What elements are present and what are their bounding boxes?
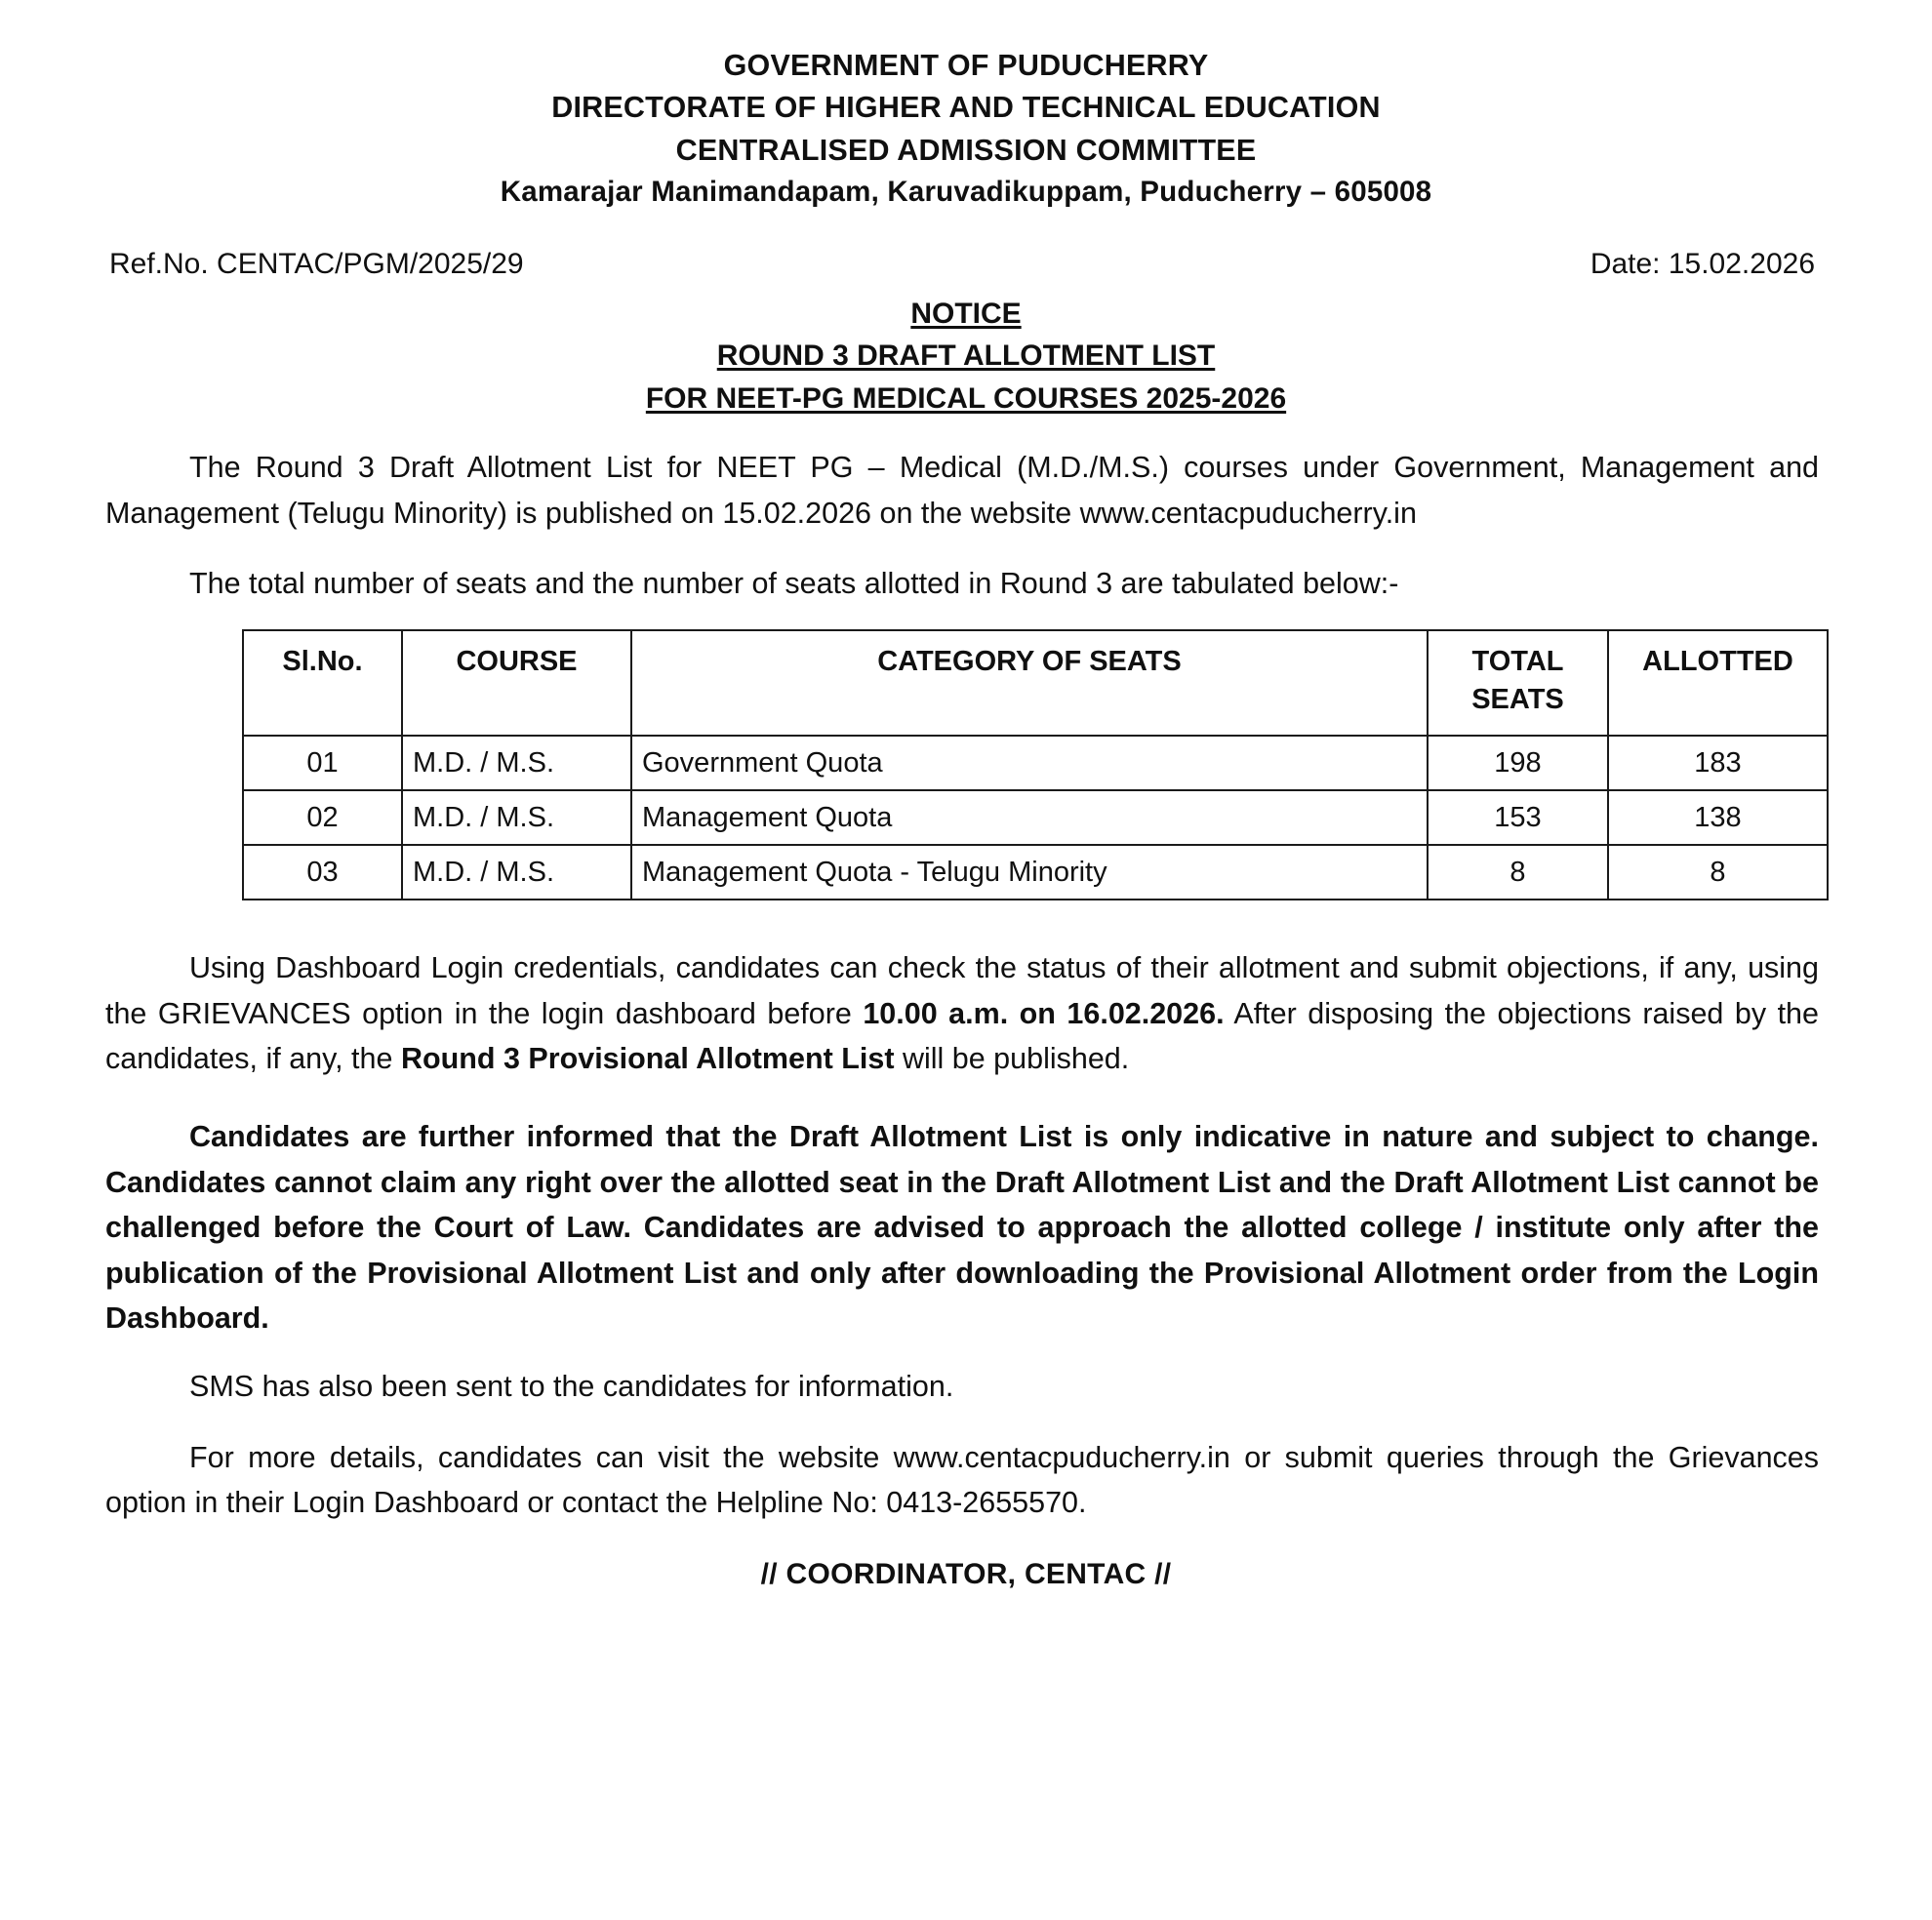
column-header-course: COURSE [402, 630, 631, 736]
notice-date: Date: 15.02.2026 [1590, 247, 1815, 280]
column-header-sl-no: Sl.No. [243, 630, 402, 736]
paragraph-publication: The Round 3 Draft Allotment List for NEET PG – Medical (M.D./M.S.) courses under Government, Management and Management (Telugu Minority) is published on 15.02.2026 on the website www.centacpuducherry.in [105, 451, 1819, 530]
paragraph-grievance-part1: Using Dashboard Login credentials, candidates can check the status of their allotment and submit objections, if any, using the GRIEVANCES option in the login dashboard before [105, 951, 1819, 1030]
reference-number: Ref.No. CENTAC/PGM/2025/29 [109, 247, 524, 280]
cell-allotted: 8 [1608, 845, 1828, 900]
table-header-row [243, 630, 1828, 736]
paragraph-grievance-deadline: 10.00 a.m. on 16.02.2026. [863, 996, 1225, 1030]
seats-table-container [105, 629, 1827, 900]
paragraph-grievance-part3: will be published. [894, 1042, 1130, 1076]
paragraph-grievance [105, 945, 1827, 1081]
cell-category: Government Quota [631, 736, 1428, 790]
cell-category: Management Quota [631, 790, 1428, 845]
paragraph-sms: SMS has also been sent to the candidates for information. [189, 1370, 954, 1404]
paragraph-contact: For more details, candidates can visit the website www.centacpuducherry.in or submit queries through the Grievances option in their Login Dashboard or contact the Helpline No: 0413-2655570. [105, 1440, 1819, 1519]
cell-category: Management Quota - Telugu Minority [631, 845, 1428, 900]
paragraph-disclaimer: Candidates are further informed that the Draft Allotment List is only indicative in nature and subject to change. Candidates cannot claim any right over the allotted seat in the Draft Allotment List and the Draft Allotment List cannot be challenged before the Court of Law. Candidates are advised to approach the allotted college / institute only after the publication of the Provisional Allotment List and only after downloading the Provisional Allotment order from the Login Dashboard. [105, 1120, 1819, 1335]
column-header-total-seats: TOTAL SEATS [1428, 630, 1608, 736]
table-row [243, 845, 1828, 900]
seats-table [242, 629, 1829, 900]
letterhead-line-address: Kamarajar Manimandapam, Karuvadikuppam, Puducherry – 605008 [500, 175, 1432, 208]
table-row [243, 736, 1828, 790]
column-header-category: CATEGORY OF SEATS [631, 630, 1428, 736]
letterhead-line-committee: CENTRALISED ADMISSION COMMITTEE [675, 133, 1257, 167]
cell-sl-no: 01 [243, 736, 402, 790]
table-row [243, 790, 1828, 845]
notice-heading-text: NOTICE [910, 297, 1022, 330]
paragraph-grievance-part2: After disposing the objections raised by the candidates, if any, the [105, 996, 1819, 1076]
signature-coordinator: // COORDINATOR, CENTAC // [760, 1558, 1172, 1591]
cell-course: M.D. / M.S. [402, 845, 631, 900]
paragraph-grievance-list-name: Round 3 Provisional Allotment List [400, 1042, 895, 1076]
cell-sl-no: 03 [243, 845, 402, 900]
cell-total-seats: 198 [1428, 736, 1608, 790]
subject-heading-line-2 [105, 378, 1827, 420]
paragraph-table-intro: The total number of seats and the number of seats allotted in Round 3 are tabulated below:- [189, 566, 1399, 600]
cell-allotted: 183 [1608, 736, 1828, 790]
cell-allotted: 138 [1608, 790, 1828, 845]
notice-heading [105, 293, 1827, 336]
cell-sl-no: 02 [243, 790, 402, 845]
cell-total-seats: 153 [1428, 790, 1608, 845]
notice-titles [105, 293, 1827, 420]
letterhead [105, 45, 1827, 213]
letterhead-line-directorate: DIRECTORATE OF HIGHER AND TECHNICAL EDUCATION [551, 91, 1381, 125]
subject-heading-line-1 [105, 335, 1827, 378]
reference-row [105, 248, 1827, 281]
cell-course: M.D. / M.S. [402, 790, 631, 845]
cell-course: M.D. / M.S. [402, 736, 631, 790]
subject-heading-line-1-text: ROUND 3 DRAFT ALLOTMENT LIST [716, 340, 1216, 373]
subject-heading-line-2-text: FOR NEET-PG MEDICAL COURSES 2025-2026 [645, 381, 1287, 415]
cell-total-seats: 8 [1428, 845, 1608, 900]
column-header-allotted: ALLOTTED [1608, 630, 1828, 736]
letterhead-line-government: GOVERNMENT OF PUDUCHERRY [723, 49, 1209, 82]
